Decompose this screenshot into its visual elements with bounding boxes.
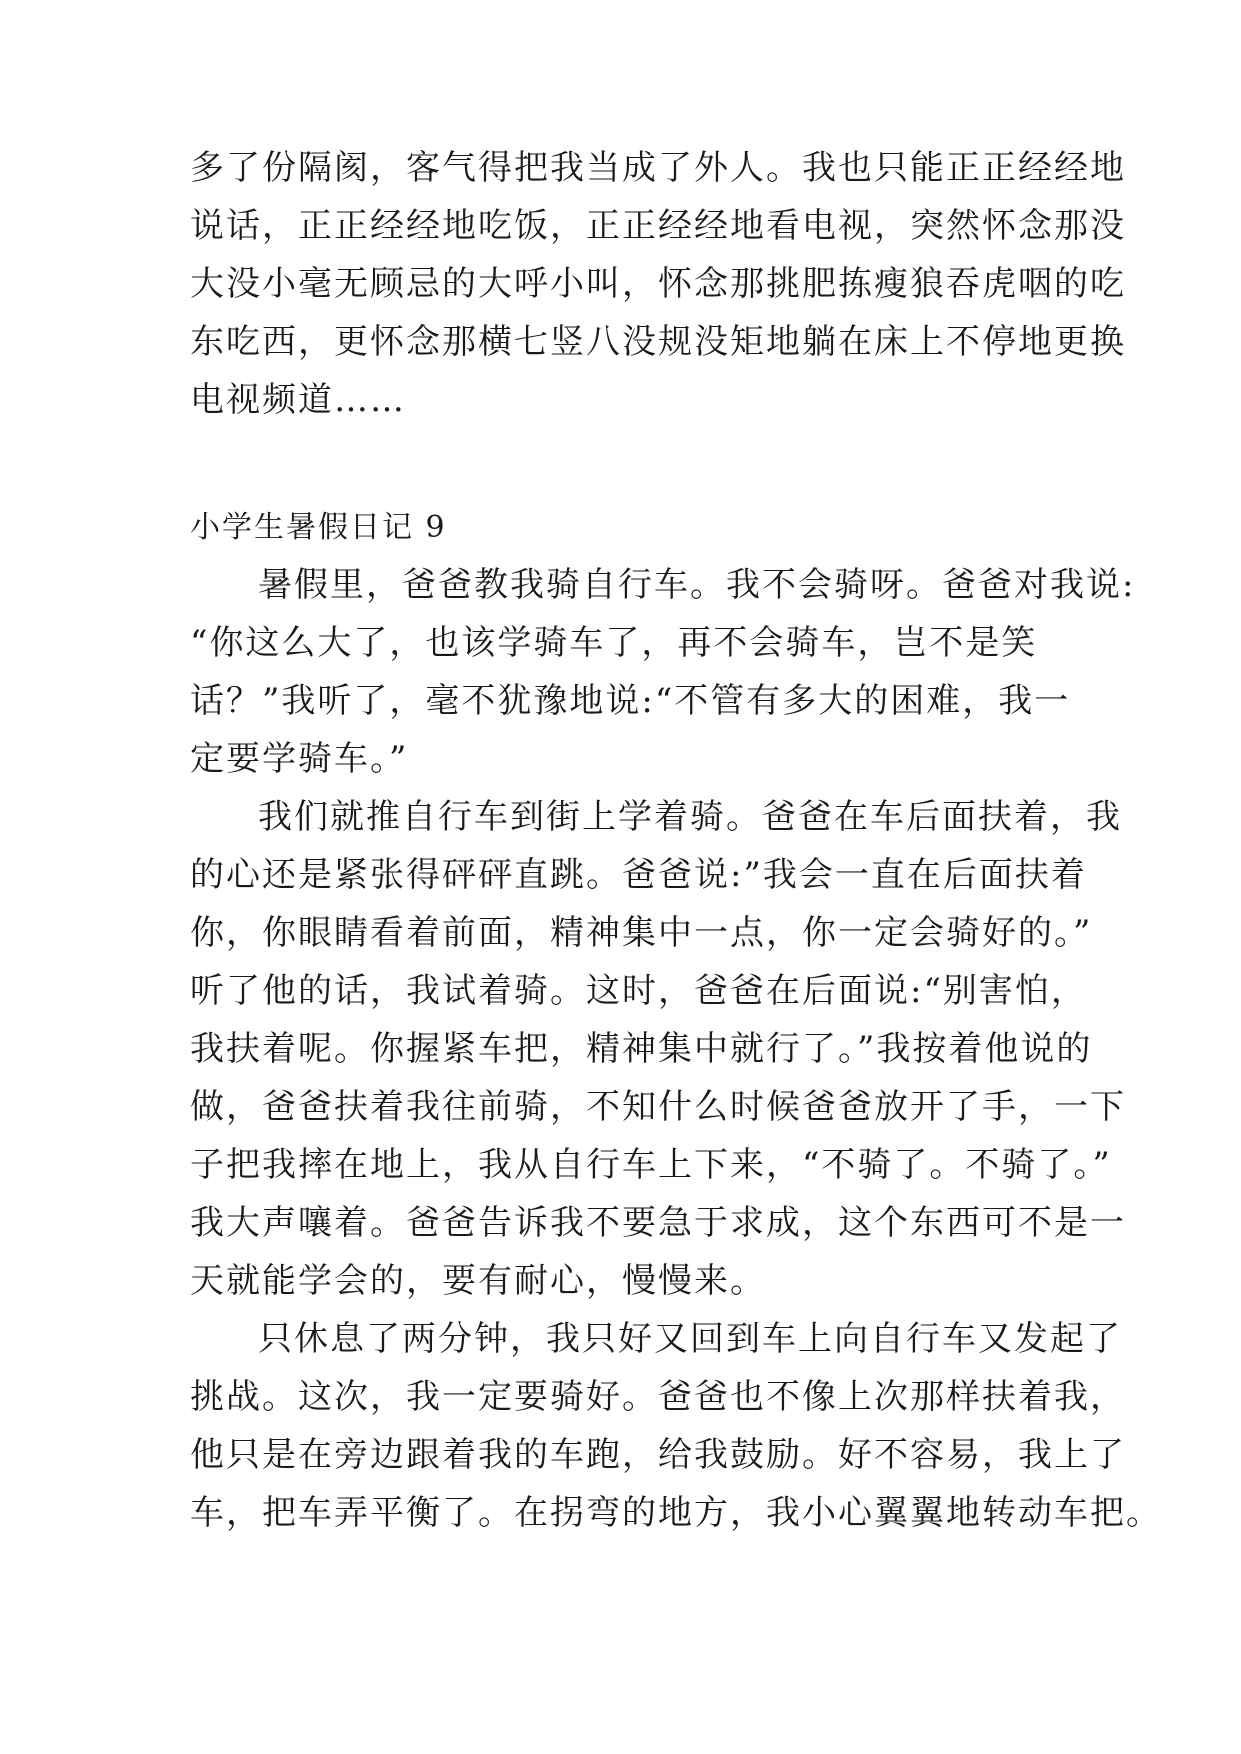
- text-line: 东吃西，更怀念那横七竖八没规没矩地躺在床上不停地更换: [190, 322, 1126, 362]
- text-line: 多了份隔阂，客气得把我当成了外人。我也只能正正经经地: [190, 148, 1126, 188]
- text-line: 车，把车弄平衡了。在拐弯的地方，我小心翼翼地转动车把。: [190, 1493, 1162, 1533]
- section-title: 小学生暑假日记 9: [190, 510, 447, 545]
- text-line: 话？”我听了，毫不犹豫地说:“不管有多大的困难，我一: [190, 681, 1071, 721]
- text-line: 子把我摔在地上，我从自行车上下来，“不骑了。不骑了。”: [190, 1145, 1112, 1185]
- text-line: 大没小毫无顾忌的大呼小叫，怀念那挑肥拣瘦狼吞虎咽的吃: [190, 264, 1126, 304]
- text-line: 定要学骑车。”: [190, 739, 409, 779]
- paragraph-first-line: 我们就推自行车到街上学着骑。爸爸在车后面扶着，我: [258, 797, 1122, 837]
- text-line: “你这么大了，也该学骑车了，再不会骑车，岂不是笑: [190, 623, 1038, 663]
- paragraph-first-line: 只休息了两分钟，我只好又回到车上向自行车又发起了: [258, 1319, 1122, 1359]
- text-line: 听了他的话，我试着骑。这时，爸爸在后面说:“别害怕，: [190, 971, 1087, 1011]
- text-line: 做，爸爸扶着我往前骑，不知什么时候爸爸放开了手，一下: [190, 1087, 1126, 1127]
- text-line: 他只是在旁边跟着我的车跑，给我鼓励。好不容易，我上了: [190, 1435, 1126, 1475]
- text-line: 你，你眼睛看着前面，精神集中一点，你一定会骑好的。”: [190, 913, 1093, 953]
- text-line: 电视频道……: [190, 380, 406, 420]
- text-line: 我大声嚷着。爸爸告诉我不要急于求成，这个东西可不是一: [190, 1203, 1126, 1243]
- text-line: 挑战。这次，我一定要骑好。爸爸也不像上次那样扶着我，: [190, 1377, 1126, 1417]
- text-line: 的心还是紧张得砰砰直跳。爸爸说:”我会一直在后面扶着: [190, 855, 1087, 895]
- text-line: 天就能学会的，要有耐心，慢慢来。: [190, 1261, 766, 1301]
- paragraph-first-line: 暑假里，爸爸教我骑自行车。我不会骑呀。爸爸对我说:: [258, 565, 1136, 605]
- text-line: 我扶着呢。你握紧车把，精神集中就行了。”我按着他说的: [190, 1029, 1093, 1069]
- text-line: 说话，正正经经地吃饭，正正经经地看电视，突然怀念那没: [190, 206, 1126, 246]
